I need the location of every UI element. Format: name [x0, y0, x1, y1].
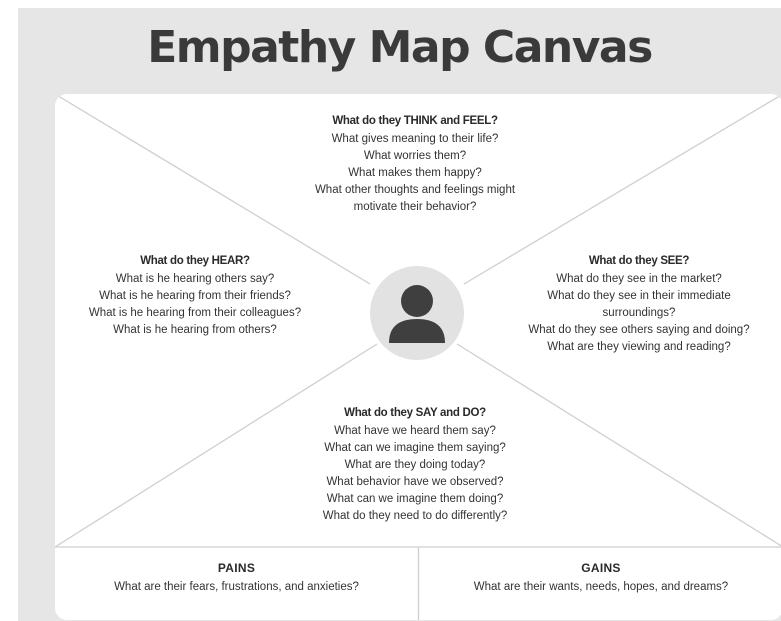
pains-question: What are their fears, frustrations, and anxieties? [114, 581, 359, 593]
person-body [389, 319, 445, 343]
avatar [370, 266, 464, 360]
think-feel-section [265, 115, 565, 216]
think-feel-question: What worries them? [363, 150, 467, 162]
empathy-map-card [55, 94, 781, 620]
say-do-heading: What do they SAY and DO? [344, 407, 486, 419]
say-do-question: What behavior have we observed? [326, 476, 504, 488]
see-section [523, 255, 755, 356]
hear-question: What is he hearing from their friends? [99, 290, 291, 302]
think-feel-heading: What do they THINK and FEEL? [332, 115, 498, 127]
canvas-frame [18, 8, 781, 621]
say-do-question: What have we heard them say? [334, 425, 496, 437]
say-do-question: What can we imagine them doing? [326, 493, 504, 505]
see-heading: What do they SEE? [588, 255, 690, 267]
think-feel-question: What gives meaning to their life? [331, 133, 499, 145]
say-do-question: What are they doing today? [344, 459, 486, 471]
see-question: What do they see others saying and doing? [528, 324, 750, 336]
say-do-question: What can we imagine them saying? [324, 442, 506, 454]
see-question: What do they see in their immediate [547, 290, 731, 302]
think-feel-question: motivate their behavior? [353, 201, 477, 213]
see-question: surroundings? [602, 307, 676, 319]
hear-section [75, 255, 315, 339]
page-title: Empathy Map Canvas [147, 22, 652, 73]
pains-section [55, 547, 418, 620]
think-feel-question: What other thoughts and feelings might [314, 184, 516, 196]
hear-question: What is he hearing from their colleagues? [88, 307, 302, 319]
hear-heading: What do they HEAR? [140, 255, 250, 267]
see-question: What do they see in the market? [556, 273, 722, 285]
gains-section [419, 547, 781, 620]
say-do-section [290, 407, 540, 525]
hear-question: What is he hearing others say? [115, 273, 275, 285]
pains-heading: PAINS [217, 561, 256, 575]
person-head [401, 285, 433, 317]
gains-heading: GAINS [581, 561, 621, 575]
see-question: What are they viewing and reading? [547, 341, 731, 353]
person-icon [370, 266, 464, 360]
hear-question: What is he hearing from others? [113, 324, 277, 336]
say-do-question: What do they need to do differently? [322, 510, 508, 522]
gains-question: What are their wants, needs, hopes, and dreams? [473, 581, 729, 593]
think-feel-question: What makes them happy? [348, 167, 482, 179]
